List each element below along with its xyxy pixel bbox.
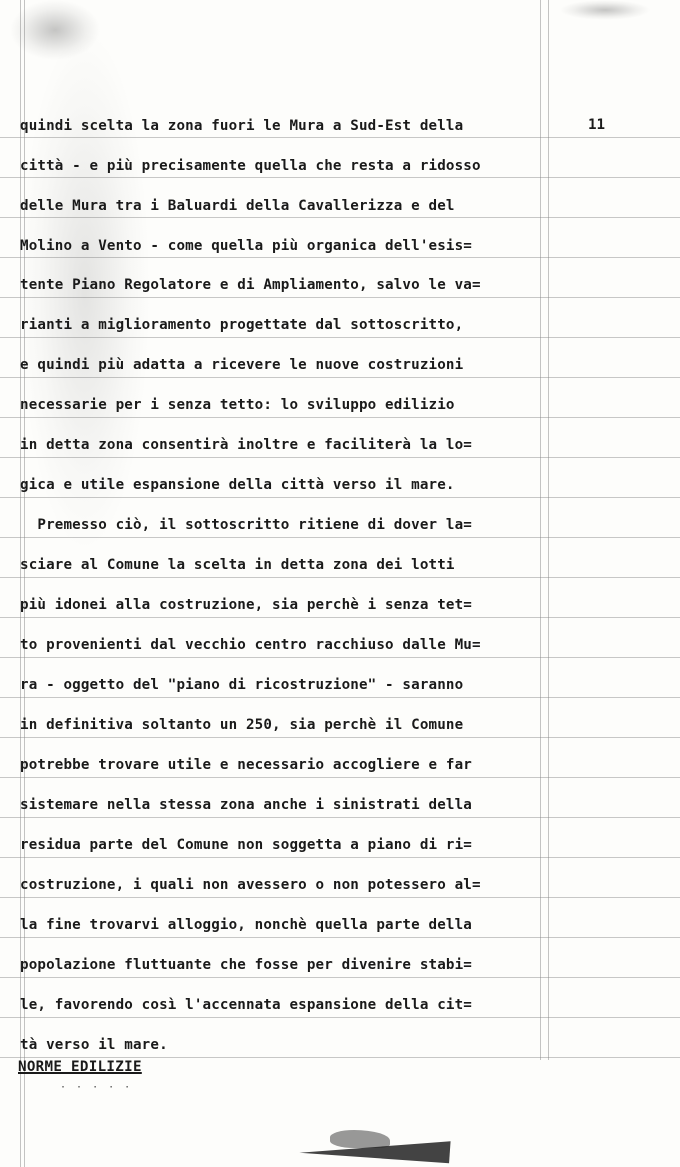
text-line: quindi scelta la zona fuori le Mura a Sud-Est della [20,118,464,134]
text-line: più idonei alla costruzione, sia perchè i senza tet= [20,597,472,613]
margin-line [20,0,21,1167]
ruled-line [0,817,680,818]
ruled-line [0,657,680,658]
margin-line [24,0,25,1167]
scan-smudge [560,0,650,20]
text-line: città - e più precisamente quella che resta a ridosso [20,158,481,174]
text-line: la fine trovarvi alloggio, nonchè quella parte della [20,917,472,933]
ruled-line [0,1017,680,1018]
margin-line [548,0,549,1060]
ruled-line [0,897,680,898]
ruled-line [0,857,680,858]
text-line: sistemare nella stessa zona anche i sinistrati della [20,797,472,813]
text-line: delle Mura tra i Baluardi della Cavallerizza e del [20,198,455,214]
text-line: to provenienti dal vecchio centro racchiuso dalle Mu= [20,637,481,653]
ruled-line [0,697,680,698]
text-line: tà verso il mare. [20,1037,168,1053]
text-line: e quindi più adatta a ricevere le nuove costruzioni [20,357,464,373]
text-line: tente Piano Regolatore e di Ampliamento, salvo le va= [20,277,481,293]
text-line: le, favorendo così l'accennata espansione della cit= [20,997,472,1013]
text-line: Molino a Vento - come quella più organica dell'esis= [20,238,472,254]
text-line: popolazione fluttuante che fosse per divenire stabi= [20,957,472,973]
text-line: ra - oggetto del "piano di ricostruzione" - saranno [20,677,464,693]
ruled-line [0,617,680,618]
margin-line [540,0,541,1060]
text-line: costruzione, i quali non avessero o non potessero al= [20,877,481,893]
text-line: necessarie per i senza tetto: lo sviluppo edilizio [20,397,455,413]
ruled-line [0,577,680,578]
dotted-mark: · · · · · [60,1082,133,1093]
section-heading: NORME EDILIZIE [18,1059,142,1075]
text-line: residua parte del Comune non soggetta a piano di ri= [20,837,472,853]
text-line: Premesso ciò, il sottoscritto ritiene di dover la= [20,517,472,533]
text-line: in detta zona consentirà inoltre e faciliterà la lo= [20,437,472,453]
text-line: sciare al Comune la scelta in detta zona dei lotti [20,557,455,573]
ruled-line [0,1057,680,1058]
ruled-line [0,937,680,938]
ruled-line [0,777,680,778]
ruled-line [0,737,680,738]
page-number: 11 [588,117,606,133]
text-line: rianti a miglioramento progettate dal sottoscritto, [20,317,464,333]
text-line: potrebbe trovare utile e necessario accogliere e far [20,757,472,773]
ruled-line [0,977,680,978]
text-line: gica e utile espansione della città verso il mare. [20,477,455,493]
text-line: in definitiva soltanto un 250, sia perchè il Comune [20,717,464,733]
scan-blot [299,1131,450,1163]
